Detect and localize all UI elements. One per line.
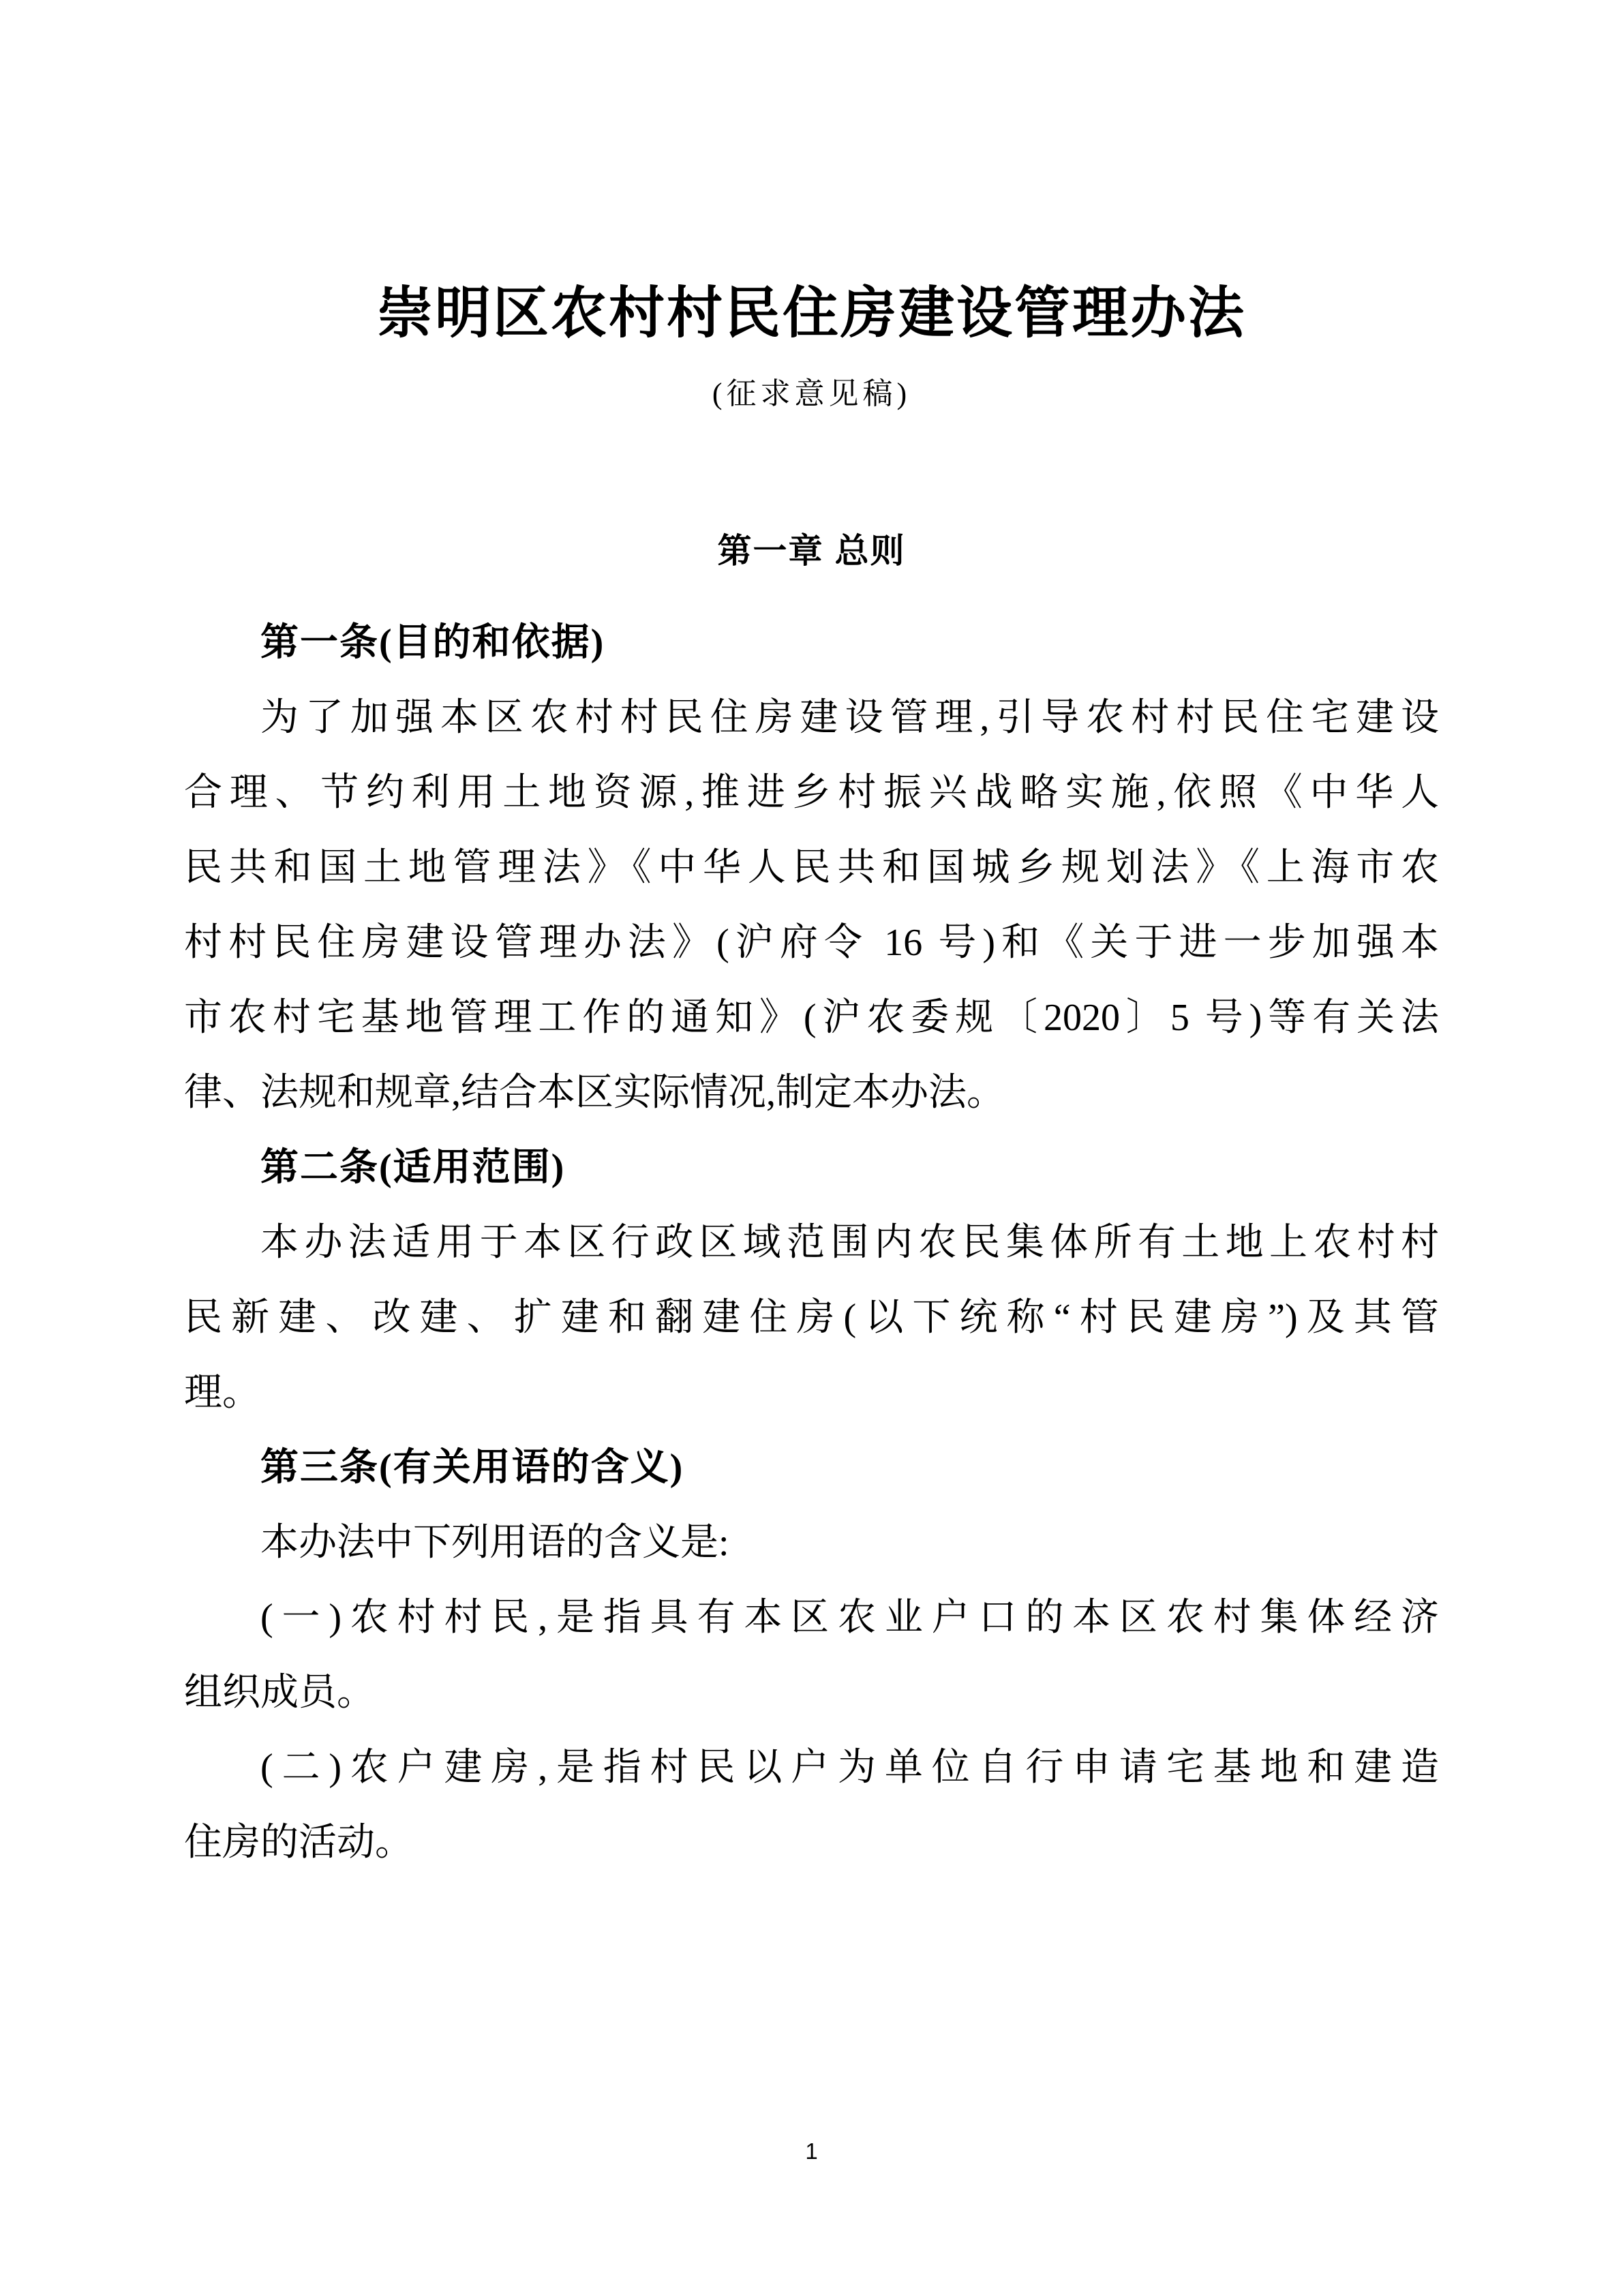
article-2-line-2: 民新建、改建、扩建和翻建住房(以下统称“村民建房”)及其管 <box>184 1297 1439 1339</box>
article-1-heading: 第一条(目的和依据) <box>260 622 605 664</box>
chapter-heading: 第一章 总则 <box>717 532 906 570</box>
document-subtitle: (征求意见稿) <box>712 377 911 410</box>
article-3-item-1-line-2: 组织成员。 <box>184 1672 375 1714</box>
article-3-item-2-line-1: (二)农户建房,是指村民以户为单位自行申请宅基地和建造 <box>260 1747 1439 1789</box>
document-title: 崇明区农村村民住房建设管理办法 <box>376 282 1246 344</box>
article-3-heading: 第三条(有关用语的含义) <box>260 1447 684 1489</box>
article-1-line-6: 律、法规和规章,结合本区实际情况,制定本办法。 <box>184 1072 1005 1114</box>
article-1-line-2: 合理、节约利用土地资源,推进乡村振兴战略实施,依照《中华人 <box>184 772 1439 814</box>
article-1-line-3: 民共和国土地管理法》《中华人民共和国城乡规划法》《上海市农 <box>184 847 1439 889</box>
article-3-item-2-line-2: 住房的活动。 <box>184 1822 413 1864</box>
document-body <box>0 605 1623 1880</box>
article-1-line-1: 为了加强本区农村村民住房建设管理,引导农村村民住宅建设 <box>260 697 1439 739</box>
article-1-line-5: 市农村宅基地管理工作的通知》(沪农委规〔2020〕5 号)等有关法 <box>184 997 1439 1039</box>
article-3-item-1-line-1: (一)农村村民,是指具有本区农业户口的本区农村集体经济 <box>260 1597 1439 1639</box>
article-2-line-1: 本办法适用于本区行政区域范围内农民集体所有土地上农村村 <box>260 1222 1439 1264</box>
article-1-line-4: 村村民住房建设管理办法》(沪府令 16 号)和《关于进一步加强本 <box>184 922 1439 964</box>
article-3-line-1: 本办法中下列用语的含义是: <box>260 1522 729 1564</box>
page-number: 1 <box>805 2139 818 2164</box>
article-2-heading: 第二条(适用范围) <box>260 1147 566 1189</box>
article-2-line-3: 理。 <box>184 1372 260 1414</box>
